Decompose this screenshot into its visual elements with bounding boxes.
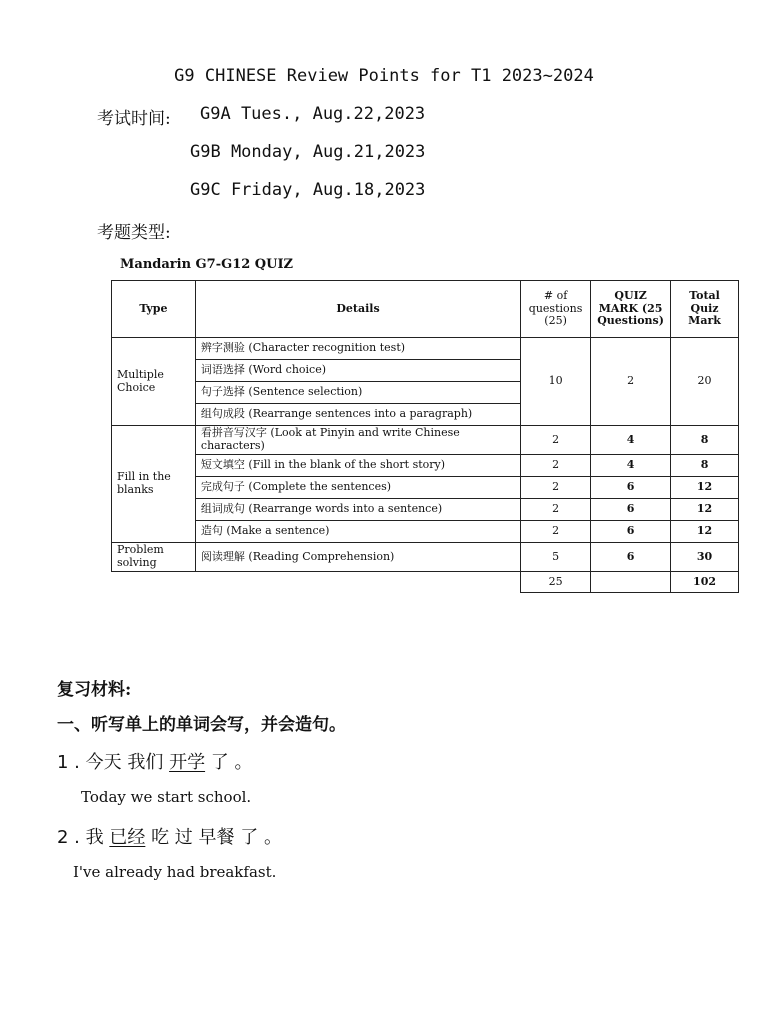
detail-cell: 句子选择 (Sentence selection) [195,382,520,404]
table-row [112,426,739,455]
questions-cell: 2 [521,499,591,521]
header-type: Type [112,281,196,338]
table-caption: Mandarin G7-G12 QUIZ [120,257,294,272]
detail-cell: 完成句子 (Complete the sentences) [195,477,520,499]
questions-cell: 5 [521,543,591,572]
sentence-text: 今天 我们 [79,752,170,773]
total-cell: 12 [671,477,739,499]
example-sentence-2 [57,823,282,849]
mark-cell: 6 [591,543,671,572]
detail-cell: 组句成段 (Rearrange sentences into a paragraph) [195,404,520,426]
exam-date-g9c: G9C Friday, Aug.18,2023 [190,180,426,200]
example-sentence-1-english: Today we start school. [81,788,252,806]
mark-cell: 2 [591,338,671,426]
grand-total-cell: 102 [671,572,739,593]
type-cell-fill-in-blanks: Fill in the blanks [112,426,196,543]
sentence-text: 我 [79,827,110,848]
underlined-word: 开学 [169,752,206,773]
table-row [112,521,739,543]
section-one-heading: 一、听写单上的单词会写，并会造句。 [57,715,346,735]
total-cell: 20 [671,338,739,426]
table-row [112,499,739,521]
mark-cell: 6 [591,477,671,499]
detail-cell: 看拼音写汉字 (Look at Pinyin and write Chinese characters) [195,426,520,455]
example-sentence-2-english: I've already had breakfast. [73,863,277,881]
table-row [112,543,739,572]
exam-time-label: 考试时间: [97,109,171,129]
exam-date-g9a: G9A Tues., Aug.22,2023 [200,104,426,124]
type-cell-multiple-choice: Multiple Choice [112,338,196,426]
sentence-text: 吃 过 早餐 了 。 [145,827,282,848]
sentence-text: 了 。 [205,752,253,773]
exam-date-g9b: G9B Monday, Aug.21,2023 [190,142,426,162]
table-row [112,455,739,477]
underlined-word: 已经 [109,827,146,848]
header-details: Details [195,281,520,338]
detail-cell: 词语选择 (Word choice) [195,360,520,382]
header-mark: QUIZ MARK (25 Questions) [591,281,671,338]
detail-cell: 阅读理解 (Reading Comprehension) [195,543,520,572]
total-cell: 12 [671,521,739,543]
mark-cell: 6 [591,521,671,543]
sentence-number: 1 . [57,752,80,773]
total-cell: 30 [671,543,739,572]
detail-cell: 造句 (Make a sentence) [195,521,520,543]
table-header-row [112,281,739,338]
total-cell: 8 [671,426,739,455]
mark-cell: 4 [591,455,671,477]
table-totals-row [112,572,739,593]
questions-cell: 2 [521,521,591,543]
table-row [112,477,739,499]
detail-cell: 辨字测验 (Character recognition test) [195,338,520,360]
table-row [112,338,739,360]
example-sentence-1 [57,748,253,774]
questions-cell: 2 [521,477,591,499]
type-cell-problem-solving: Problem solving [112,543,196,572]
total-questions-cell: 25 [521,572,591,593]
header-questions: # of questions (25) [521,281,591,338]
questions-cell: 2 [521,455,591,477]
question-types-label: 考题类型: [97,223,171,243]
detail-cell: 短文填空 (Fill in the blank of the short story) [195,455,520,477]
mark-cell: 4 [591,426,671,455]
total-cell: 12 [671,499,739,521]
questions-cell: 2 [521,426,591,455]
questions-cell: 10 [521,338,591,426]
page-title: G9 CHINESE Review Points for T1 2023~2024 [174,66,594,86]
materials-heading: 复习材料: [57,680,132,700]
total-cell: 8 [671,455,739,477]
detail-cell: 组词成句 (Rearrange words into a sentence) [195,499,520,521]
sentence-number: 2 . [57,827,80,848]
mark-cell: 6 [591,499,671,521]
header-total: Total Quiz Mark [671,281,739,338]
quiz-table [111,280,739,593]
